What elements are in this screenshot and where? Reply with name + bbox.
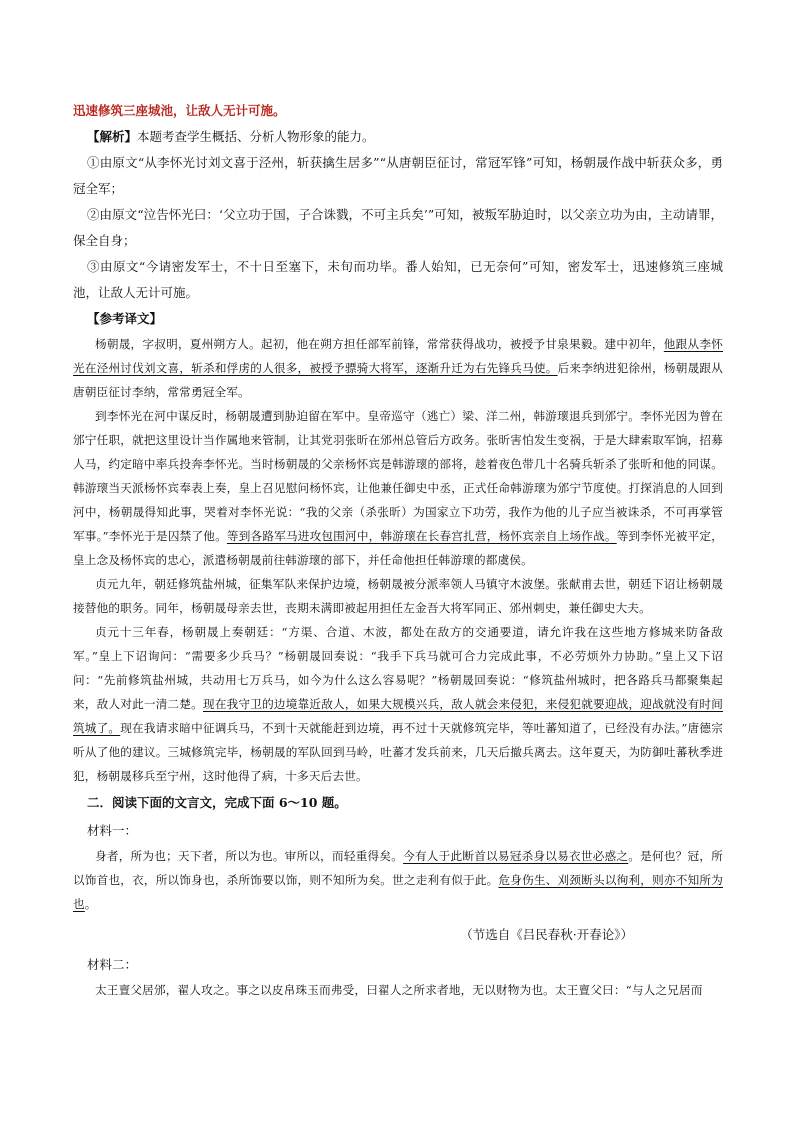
material-2-label: 材料二： [87,957,138,972]
section-2-heading: 二．阅读下面的文言文，完成下面 6～10 题。 [87,795,347,810]
translation-para-2 [73,404,723,572]
translation-text: 现在我请求暗中征调兵马，不到十天就能赶到边境，再不过十天就修筑完毕，等吐蕃知道了，已经没有办法。”唐德宗听从了他的建议。三城修筑完毕，杨朝晟的军队回到马岭，吐蕃才发兵前来，几天后撤兵离去。这年夏天，为防御吐蕃秋季进犯，杨朝晟移兵至宁州，这时他得了病，十多天后去世。 [73,721,723,783]
material-text: 。 [84,897,97,911]
translation-underlined: 等到各路军马进攻包围河中，韩游瓌在长春宫扎营，杨怀宾亲自上场作战。 [226,529,617,543]
material-1-label: 材料一： [87,823,138,838]
translation-para-3: 贞元九年，朝廷修筑盐州城，征集军队来保护边境，杨朝晟被分派率领人马镇守木波堡。张献甫去世，朝廷下诏让杨朝晟接替他的职务。同年，杨朝晟母亲去世，丧期未满即被起用担任左金吾大将军同正、邠州刺史，兼任御史大夫。 [73,577,723,615]
translation-text: 等到李怀光被平定，皇上念及杨怀宾的忠心，派遣杨朝晟前往韩游瓌的部下，并任命他担任韩游瓌的都虞侯。 [73,529,723,567]
material-text: 。是何也？冠，所以饰首也，衣，所以饰身也，杀所饰要以饰，则不知所为矣。世之走利有似于此。 [73,849,723,887]
material-1-text [73,844,723,916]
analysis-point-1: ①由原文“从李怀光讨刘文喜于泾州，斩获擒生居多”“从唐朝臣征讨，常冠军锋”可知，杨朝晟作战中斩获众多，勇冠全军； [73,155,723,196]
analysis-tag: 【解析】 [87,129,138,144]
material-text: 身者，所为也；天下者，所以为也。审所以，而轻重得矣。 [95,849,404,863]
analysis-point-2: ②由原文“泣告怀光曰：‘父立功于国，子合诛戮，不可主兵矣’”可知，被叛军胁迫时，以父亲立功为由，主动请罪，保全自身； [73,207,723,248]
translation-text: 到李怀光在河中谋反时，杨朝晟遭到胁迫留在军中。皇帝巡守（逃亡）梁、洋二州，韩游瓌退兵到邠宁。李怀光因为曾在邠宁任职，就把这里设计当作属地来管制，让其党羽张昕在邠州总管后方政务。张昕害怕发生变祸，于是大肆索取军饷，招募人马，约定暗中率兵投奔李怀光。当时杨朝晟的父亲杨怀宾是韩游瓌的部将，趁着夜色带几十名骑兵斩杀了张昕和他的同谋。韩游瓌当天派杨怀宾奉表上奏，皇上召见慰问杨怀宾，让他兼任御史中丞，正式任命韩游瓌为邠宁节度使。打探消息的人回到河中，杨朝晟得知此事，哭着对李怀光说：“我的父亲（杀张昕）为国家立下功劳，我作为他的儿子应当被诛杀，不可再掌管军事。”李怀光于是囚禁了他。 [73,409,723,543]
translation-heading: 【参考译文】 [87,311,163,326]
translation-text: 后来李纳进犯徐州，杨朝晟跟从唐朝臣征讨李纳，常常勇冠全军。 [73,361,723,399]
material-2-text: 太王亶父居邠，翟人攻之。事之以皮帛珠玉而弗受，曰翟人之所求者地，无以财物为也。太王亶父曰：“与人之兄居而 [95,983,703,997]
translation-para-4 [73,620,723,788]
material-1-source: （节选自《吕民春秋·开春论》） [460,927,633,942]
analysis-intro [73,124,723,150]
translation-underlined: 现在我守卫的边境靠近敌人，如果大规模兴兵，敌人就会来侵犯，来侵犯就要迎战，迎战就没有时间筑城了。 [73,697,724,735]
document-body [73,98,723,1002]
translation-para-1 [73,332,723,404]
translation-text: 杨朝晟，字叔明，夏州朔方人。起初，他在朔方担任部军前锋，常常获得战功，被授予甘泉果毅。建中初年， [95,337,664,351]
translation-underlined: 他跟从李怀光在泾州讨伐刘文喜，斩杀和俘虏的人很多，被授予骠骑大将军，逐渐升迁为右先锋兵马使。 [73,337,723,375]
analysis-intro-text: 本题考查学生概括、分析人物形象的能力。 [137,129,375,144]
material-underlined: 今有人于此断首以易冠杀身以易衣世必惑之 [403,849,629,863]
analysis-point-3: ③由原文“今请密发军士，不十日至塞下，未旬而功毕。番人始知，已无奈何”可知，密发军士，迅速修筑三座城池，让敌人无计可施。 [73,259,723,300]
answer-tail: 迅速修筑三座城池，让敌人无计可施。 [73,103,286,118]
material-underlined: 危身伤生、刈颈断头以徇利，则亦不知所为也 [73,873,723,911]
translation-text: 贞元十三年春，杨朝晟上奏朝廷：“方渠、合道、木波，都处在敌方的交通要道，请允许我在这些地方修城来防备敌军。”皇上下诏询问：“需要多少兵马？”杨朝晟回奏说：“我手下兵马就可合力完成此事，不必劳烦外力协助。”皇上又下诏问：“先前修筑盐州城，共动用七万兵马，如今为什么这么容易呢？”杨朝晟回奏说：“修筑盐州城时，把各路兵马都聚集起来，敌人对此一清二楚。 [73,625,723,711]
